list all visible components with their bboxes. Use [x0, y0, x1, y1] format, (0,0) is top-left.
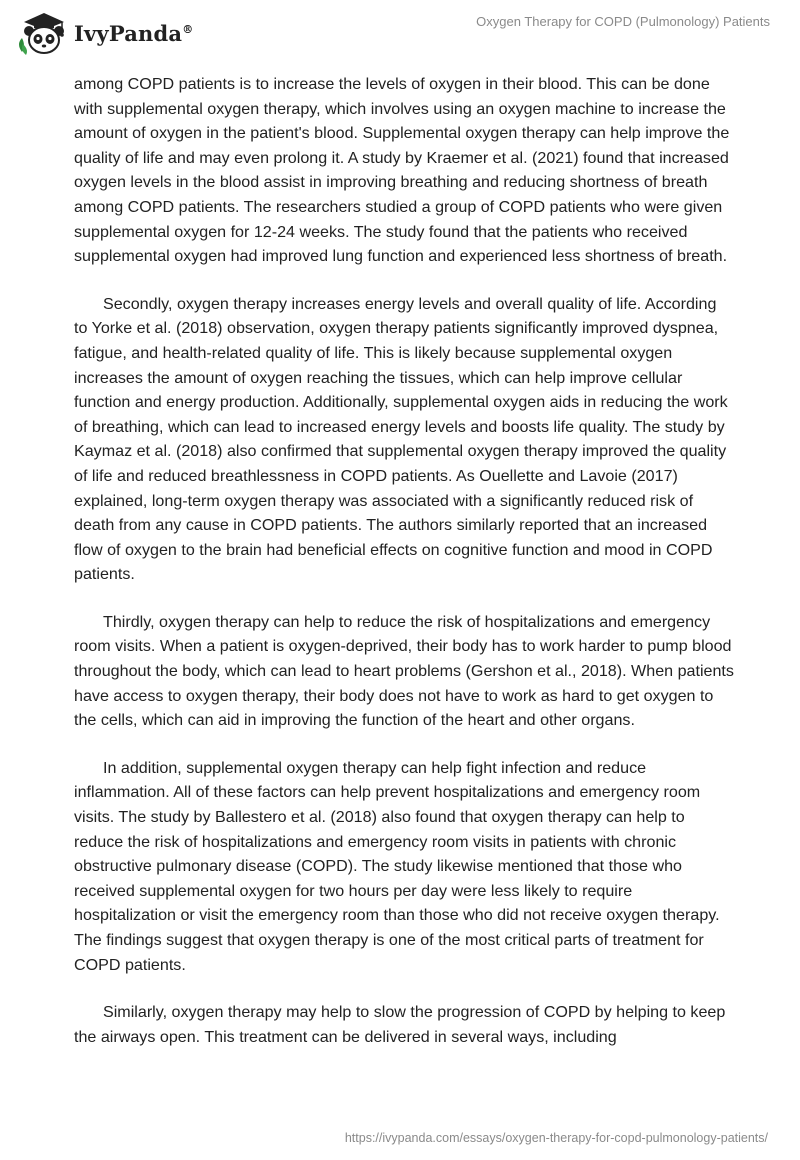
panda-graduate-icon	[14, 8, 70, 58]
running-title: Oxygen Therapy for COPD (Pulmonology) Patients	[476, 14, 770, 29]
paragraph: Secondly, oxygen therapy increases energy levels and overall quality of life. According to Yorke et al. (2018) observation, oxygen therapy patients significantly improved dyspnea, fatigue, and health-related quality of life. This is likely because supplemental oxygen increases the amount of oxygen reaching the tissues, which can help improve cellular function and energy production. Additionally, supplemental oxygen aids in reducing the work of breathing, which can lead to increased energy levels and boosts life quality. The study by Kaymaz et al. (2018) also confirmed that supplemental oxygen therapy improved the quality of life and reduced breathlessness in COPD patients. As Ouellette and Lavoie (2017) explained, long-term oxygen therapy was associated with a significantly reduced risk of death from any cause in COPD patients. The authors similarly reported that an increased flow of oxygen to the brain had beneficial effects on cognitive function and mood in COPD patients.	[74, 294, 728, 584]
paragraph: Similarly, oxygen therapy may help to slow the progression of COPD by helping to keep the airways open. This treatment can be delivered in several ways, including	[74, 1003, 726, 1046]
paragraph: among COPD patients is to increase the levels of oxygen in their blood. This can be done with supplemental oxygen therapy, which involves using an oxygen machine to increase the amount of oxygen in the patient's blood. Supplemental oxygen therapy can help improve the quality of life and may even prolong it. A study by Kraemer et al. (2021) found that increased oxygen levels in the blood assist in improving breathing and reducing shortness of breath among COPD patients. The researchers studied a group of COPD patients who were given supplemental oxygen for 12-24 weeks. The study found that the patients who received supplemental oxygen had improved lung function and experienced less shortness of breath.	[74, 75, 730, 266]
paragraph: Thirdly, oxygen therapy can help to reduce the risk of hospitalizations and emergency room visits. When a patient is oxygen-deprived, their body has to work harder to pump blood throughout the body, which can lead to heart problems (Gershon et al., 2018). When patients have access to oxygen therapy, their body does not have to work as hard to get oxygen to the cells, which can aid in improving the function of the heart and other organs.	[74, 612, 734, 730]
source-url[interactable]: https://ivypanda.com/essays/oxygen-therapy-for-copd-pulmonology-patients/	[344, 1131, 768, 1145]
essay-body	[74, 72, 734, 1072]
brand-name: IvyPanda®	[74, 20, 194, 46]
brand-logo[interactable]	[14, 8, 193, 58]
paragraph: In addition, supplemental oxygen therapy can help fight infection and reduce inflammation. All of these factors can help prevent hospitalizations and emergency room visits. The study by Ballestero et al. (2018) also found that oxygen therapy can help to reduce the risk of hospitalizations and emergency room visits in patients with chronic obstructive pulmonary disease (COPD). The study likewise mentioned that those who received supplemental oxygen for two hours per day were less likely to require hospitalization or visit the emergency room than those who did not receive oxygen therapy. The findings suggest that oxygen therapy is one of the most critical parts of treatment for COPD patients.	[74, 758, 720, 974]
registered-mark: ®	[182, 22, 194, 36]
page-header	[0, 0, 800, 70]
